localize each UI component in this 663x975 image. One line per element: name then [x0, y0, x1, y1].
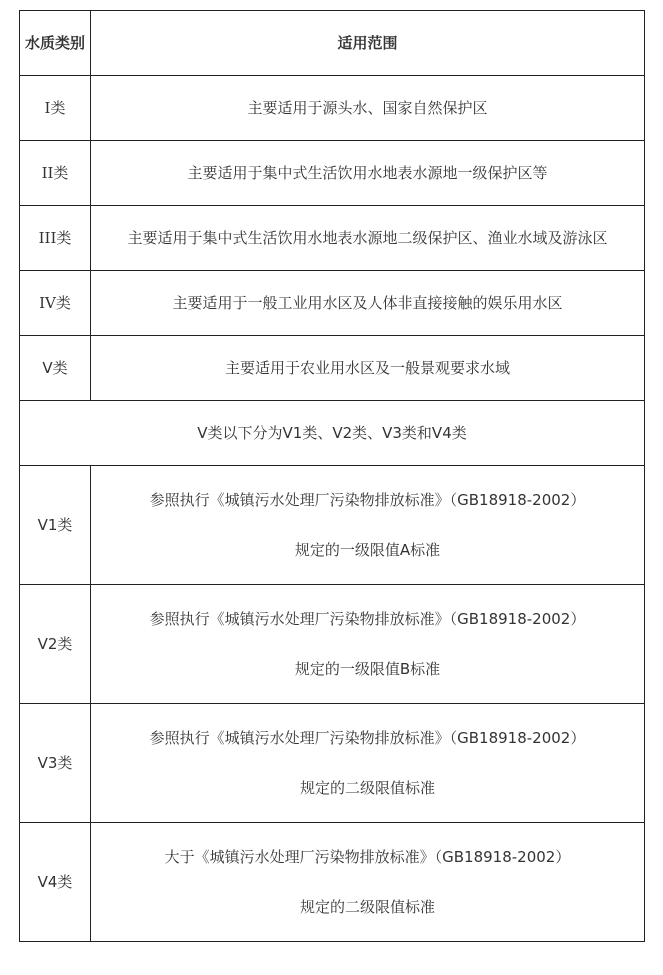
table-row	[20, 336, 645, 401]
scope-line: 参照执行《城镇污水处理厂污染物排放标准》（GB18918-2002）	[149, 491, 586, 509]
scope-cell: 主要适用于农业用水区及一般景观要求水域	[91, 336, 645, 401]
scope-line: 规定的一级限值B标准	[294, 660, 441, 678]
scope-cell: 主要适用于集中式生活饮用水地表水源地一级保护区等	[91, 141, 645, 206]
scope-cell: 主要适用于源头水、国家自然保护区	[91, 76, 645, 141]
table-row	[20, 704, 645, 823]
scope-line: 规定的二级限值标准	[299, 898, 435, 916]
category-cell: V类	[20, 336, 91, 401]
scope-cell: 主要适用于集中式生活饮用水地表水源地二级保护区、渔业水域及游泳区	[91, 206, 645, 271]
scope-cell: 主要适用于一般工业用水区及人体非直接接触的娱乐用水区	[91, 271, 645, 336]
scope-cell	[91, 585, 645, 704]
category-cell: V3类	[20, 704, 91, 823]
header-category: 水质类别	[20, 11, 91, 76]
category-cell: IV类	[20, 271, 91, 336]
table-row	[20, 823, 645, 942]
scope-line: 规定的二级限值标准	[299, 779, 435, 797]
scope-line: 参照执行《城镇污水处理厂污染物排放标准》（GB18918-2002）	[149, 610, 586, 628]
category-cell: II类	[20, 141, 91, 206]
category-cell: V1类	[20, 466, 91, 585]
table-header-row	[20, 11, 645, 76]
scope-cell	[91, 704, 645, 823]
category-cell: I类	[20, 76, 91, 141]
note-cell: V类以下分为V1类、V2类、V3类和V4类	[20, 401, 645, 466]
table-row	[20, 76, 645, 141]
scope-line: 大于《城镇污水处理厂污染物排放标准》（GB18918-2002）	[164, 848, 571, 866]
table-row	[20, 585, 645, 704]
category-cell: V4类	[20, 823, 91, 942]
scope-line: 参照执行《城镇污水处理厂污染物排放标准》（GB18918-2002）	[149, 729, 586, 747]
header-scope: 适用范围	[91, 11, 645, 76]
water-quality-table	[19, 10, 645, 942]
table-row	[20, 206, 645, 271]
category-cell: III类	[20, 206, 91, 271]
table-row	[20, 141, 645, 206]
table-row	[20, 466, 645, 585]
note-row	[20, 401, 645, 466]
scope-cell	[91, 466, 645, 585]
table-row	[20, 271, 645, 336]
scope-line: 规定的一级限值A标准	[294, 541, 441, 559]
scope-cell	[91, 823, 645, 942]
category-cell: V2类	[20, 585, 91, 704]
